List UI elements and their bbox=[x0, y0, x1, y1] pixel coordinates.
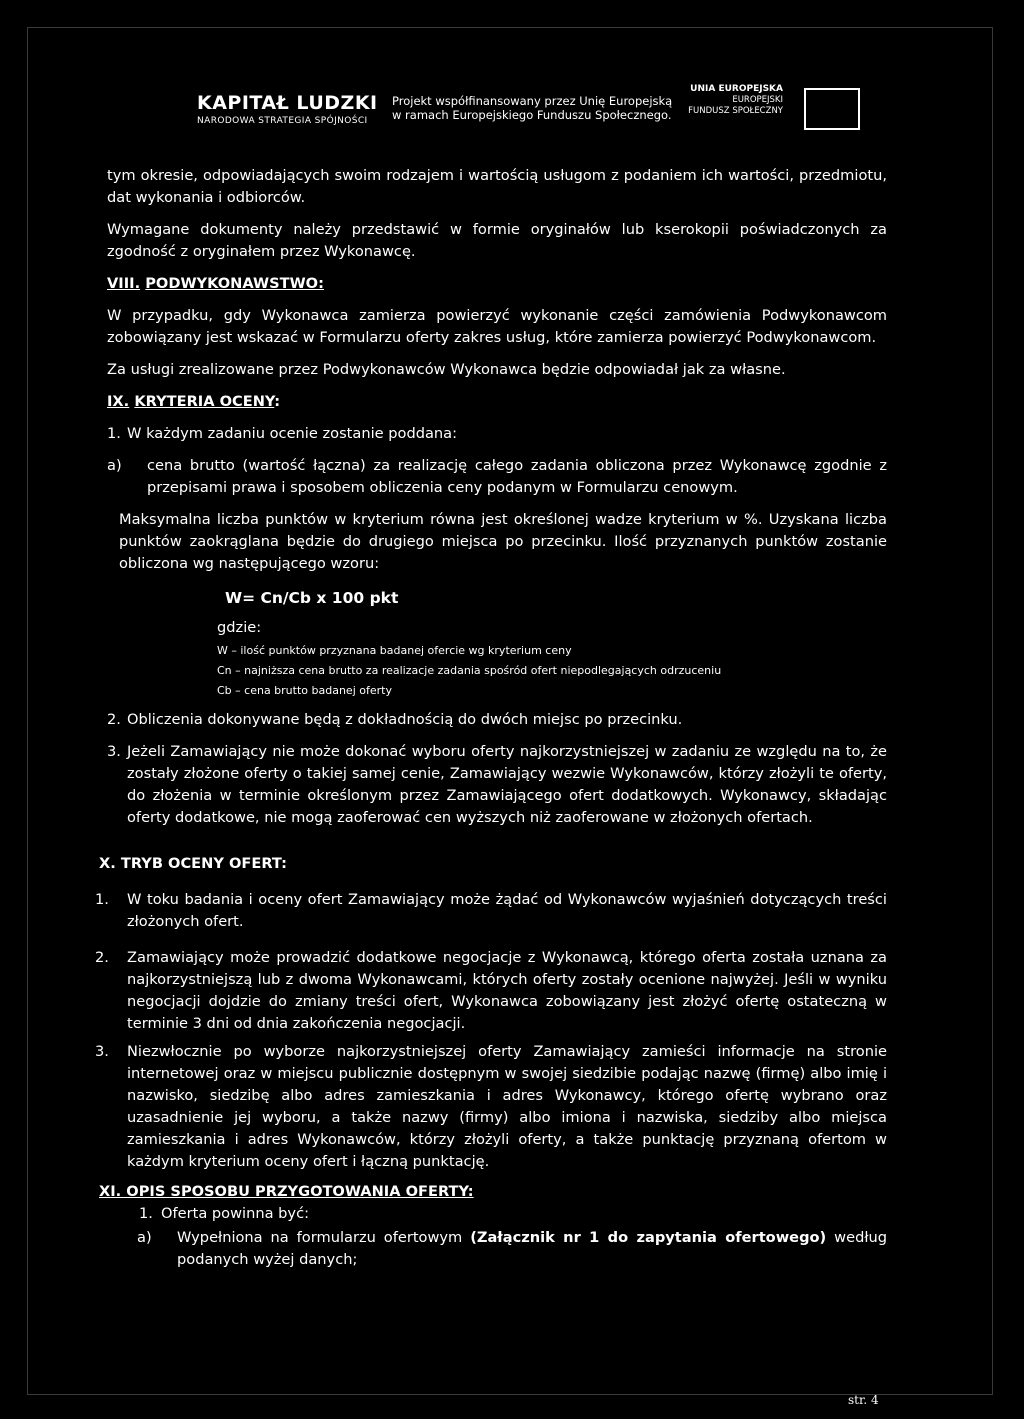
list-number: 2. bbox=[95, 949, 109, 966]
section-heading-ix bbox=[107, 391, 887, 413]
section-title: KRYTERIA OCENY bbox=[134, 393, 275, 410]
list-number: 1. bbox=[95, 891, 109, 908]
list-text: Oferta powinna być: bbox=[161, 1205, 310, 1222]
section-heading-xi: XI. OPIS SPOSOBU PRZYGOTOWANIA OFERTY: bbox=[99, 1183, 474, 1200]
list-text: Obliczenia dokonywane będą z dokładnością do dwóch miejsc po przecinku. bbox=[127, 711, 683, 728]
list-item bbox=[137, 1227, 887, 1271]
list-number: 3. bbox=[95, 1043, 109, 1060]
list-text bbox=[177, 1227, 887, 1271]
list-item bbox=[95, 1041, 887, 1173]
definition-w: W – ilość punktów przyznana badanej ofercie wg kryterium ceny bbox=[217, 644, 572, 657]
list-item bbox=[95, 889, 887, 933]
list-text: W toku badania i oceny ofert Zamawiający może żądać od Wykonawców wyjaśnień dotyczących treści złożonych ofert. bbox=[127, 891, 887, 930]
list-item bbox=[107, 455, 887, 499]
definition-cb: Cb – cena brutto badanej oferty bbox=[217, 684, 392, 697]
list-item bbox=[107, 741, 887, 829]
attachment-reference: (Załącznik nr 1 do zapytania ofertowego) bbox=[470, 1229, 827, 1246]
paragraph: Wymagane dokumenty należy przedstawić w formie oryginałów lub kserokopii poświadczonych za zgodność z oryginałem przez Wykonawcę. bbox=[107, 221, 887, 260]
formula: W= Cn/Cb x 100 pkt bbox=[225, 589, 399, 607]
paragraph: Za usługi zrealizowane przez Podwykonawców Wykonawca będzie odpowiadał jak za własne. bbox=[107, 361, 786, 378]
section-heading-x: X. TRYB OCENY OFERT: bbox=[99, 855, 287, 872]
list-letter: a) bbox=[107, 457, 122, 474]
section-number: IX. bbox=[107, 393, 130, 410]
list-text: W każdym zadaniu ocenie zostanie poddana: bbox=[127, 425, 458, 442]
list-item bbox=[107, 423, 887, 445]
list-text-end: według podanych wyżej danych; bbox=[177, 1229, 887, 1268]
list-item bbox=[107, 709, 887, 731]
paragraph: W przypadku, gdy Wykonawca zamierza powierzyć wykonanie części zamówienia Podwykonawcom zobowiązany jest wskazać w Formularzu oferty zakres usług, które zamierza powierzyć Podwykonawcom. bbox=[107, 307, 887, 346]
eu-line-2: EUROPEJSKI bbox=[732, 95, 783, 105]
section-heading-viii bbox=[107, 273, 887, 295]
brand-subtitle: NARODOWA STRATEGIA SPÓJNOŚCI bbox=[197, 116, 368, 126]
eu-line-3: FUNDUSZ SPOŁECZNY bbox=[688, 106, 783, 116]
list-number: 1. bbox=[139, 1205, 153, 1222]
eu-flag-icon bbox=[804, 88, 860, 130]
list-number: 1. bbox=[107, 425, 121, 442]
list-text: Niezwłocznie po wyborze najkorzystniejszej oferty Zamawiający zamieści informacje na stronie internetowej oraz w miejscu publicznie dostępnym w swojej siedzibie podając nazwę (firmę) albo imię i nazwisko, siedzibę albo adres zamieszkania i adres Wykonawcy, którego ofertę wybrano oraz uzasadnienie jej wyboru, a także nazwy (firmy) albo imiona i nazwiska, siedziby albo miejsca zamieszkania i adres Wykonawców, którzy złożyli oferty, a także punktację przyznaną ofertom w każdym kryterium oceny ofert i łączną punktację. bbox=[127, 1043, 887, 1170]
paragraph: tym okresie, odpowiadających swoim rodzajem i wartością usługom z podaniem ich wartości, przedmiotu, dat wykonania i odbiorców. bbox=[107, 167, 887, 206]
project-note bbox=[392, 94, 672, 122]
list-text: Jeżeli Zamawiający nie może dokonać wyboru oferty najkorzystniejszej w zadaniu ze względu na to, że zostały złożone oferty o takiej samej cenie, Zamawiający wezwie Wykonawców, którzy złożyli te oferty, do złożenia w terminie określonym przez Zamawiającego ofert dodatkowych. Wykonawcy, składając oferty dodatkowe, nie mogą zaoferować cen wyższych niż zaoferowane w złożonych ofertach. bbox=[127, 743, 887, 826]
section-colon: : bbox=[274, 393, 281, 410]
section-title: PODWYKONAWSTWO: bbox=[145, 275, 324, 292]
eu-label bbox=[688, 84, 783, 117]
page-number: str. 4 bbox=[848, 1393, 879, 1407]
list-text: cena brutto (wartość łączna) za realizację całego zadania obliczona przez Wykonawcę zgodnie z przepisami prawa i sposobem obliczenia ceny podanym w Formularzu cenowym. bbox=[147, 457, 887, 496]
formula-where: gdzie: bbox=[217, 619, 262, 636]
list-item bbox=[139, 1203, 887, 1225]
header bbox=[0, 84, 1024, 144]
document-body bbox=[95, 165, 887, 1271]
list-number: 3. bbox=[107, 743, 121, 760]
brand-title: KAPITAŁ LUDZKI bbox=[197, 92, 378, 114]
list-text: Zamawiający może prowadzić dodatkowe negocjacje z Wykonawcą, którego oferta została uznana za najkorzystniejszą lub z dwoma Wykonawcami, których oferty zostały ocenione najwyżej. Jeśli w wyniku negocjacji dojdzie do zmiany treści ofert, Wykonawca zobowiązany jest złożyć ofertę ostateczną w terminie 3 dni od dnia zakończenia negocjacji. bbox=[127, 949, 887, 1032]
list-text-start: Wypełniona na formularzu ofertowym bbox=[177, 1229, 471, 1246]
eu-line-1: UNIA EUROPEJSKA bbox=[690, 84, 783, 94]
section-number: VIII. bbox=[107, 275, 141, 292]
list-number: 2. bbox=[107, 711, 121, 728]
definition-cn: Cn – najniższa cena brutto za realizacje zadania spośród ofert niepodlegających odrzuceniu bbox=[217, 664, 722, 677]
paragraph: Maksymalna liczba punktów w kryterium równa jest określonej wadze kryterium w %. Uzyskana liczba punktów zaokrąglana będzie do drugiego miejsca po przecinku. Ilość przyznanych punktów zostanie obliczona wg następującego wzoru: bbox=[119, 511, 887, 572]
project-line-1: Projekt współfinansowany przez Unię Europejską bbox=[392, 94, 673, 108]
list-letter: a) bbox=[137, 1229, 152, 1246]
project-line-2: w ramach Europejskiego Funduszu Społecznego. bbox=[392, 108, 672, 122]
list-item bbox=[95, 947, 887, 1035]
